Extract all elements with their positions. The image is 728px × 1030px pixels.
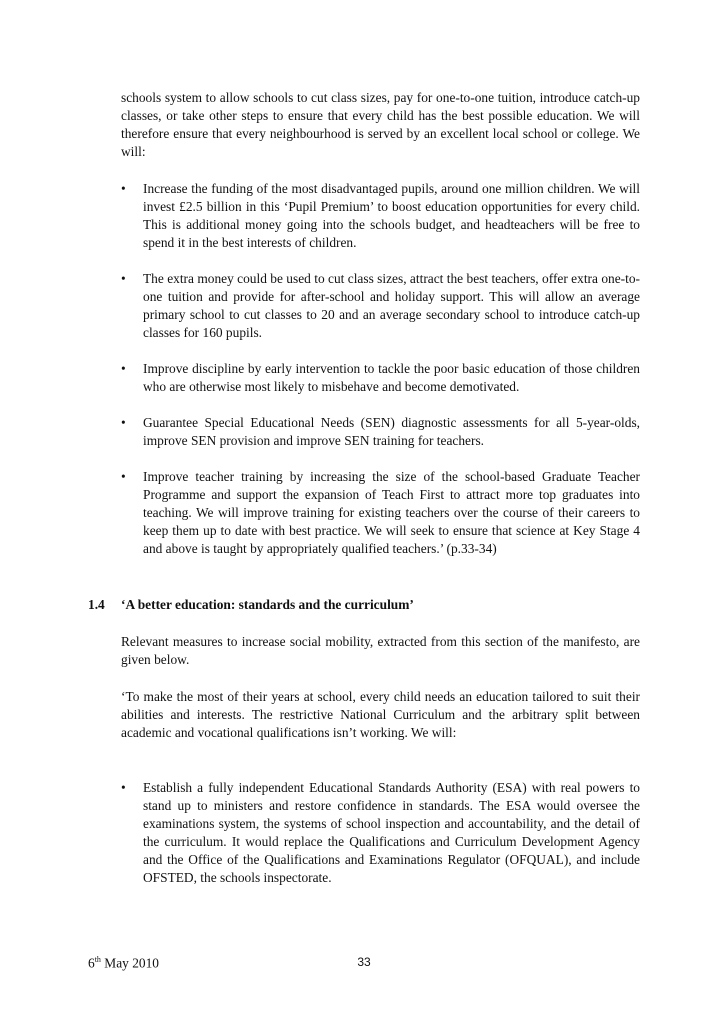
footer-date xyxy=(88,955,159,971)
bullet-list-esa xyxy=(121,779,640,887)
bullet-list-pupil-premium xyxy=(121,180,640,558)
section-title: ‘A better education: standards and the curriculum’ xyxy=(121,597,414,612)
list-item: • Improve teacher training by increasing the size of the school-based Graduate Teacher Programme and support the expansion of Teach First to attract more top graduates into teaching. We will improve training for existing teachers over the course of their careers to keep them up to date with best practice. We will seek to ensure that science at Key Stage 4 and above is taught by appropriately qualified teachers.’ (p.33-34) xyxy=(121,468,640,558)
page-number: 33 xyxy=(357,955,371,969)
list-item: • Establish a fully independent Educational Standards Authority (ESA) with real powers to stand up to ministers and restore confidence in standards. The ESA would oversee the examinations system, the systems of school inspection and accountability, and the detail of the curriculum. It would replace the Qualifications and Curriculum Development Agency and the Office of the Qualifications and Examinations Regulator (OFQUAL), and include OFSTED, the schools inspectorate. xyxy=(121,779,640,887)
intro-paragraph: schools system to allow schools to cut class sizes, pay for one-to-one tuition, introduce catch-up classes, or take other steps to ensure that every child has the best possible education. We will therefore ensure that every neighbourhood is served by an excellent local school or college. We will: xyxy=(121,90,640,159)
list-item: • Guarantee Special Educational Needs (SEN) diagnostic assessments for all 5-year-olds, improve SEN provision and improve SEN training for teachers. xyxy=(121,414,640,450)
list-item: • Improve discipline by early intervention to tackle the poor basic education of those children who are otherwise most likely to misbehave and become demotivated. xyxy=(121,360,640,396)
footer-day: 6 xyxy=(88,955,95,971)
relevant-measures-paragraph: Relevant measures to increase social mobility, extracted from this section of the manifesto, are given below. xyxy=(121,634,640,667)
list-item: • The extra money could be used to cut class sizes, attract the best teachers, offer extra one-to-one tuition and provide for after-school and holiday support. This will allow an average primary school to cut classes to 20 and an average secondary school to introduce catch-up classes for 160 pupils. xyxy=(121,270,640,342)
list-item: • Increase the funding of the most disadvantaged pupils, around one million children. We will invest £2.5 billion in this ‘Pupil Premium’ to boost education opportunities for every child. This is additional money going into the schools budget, and headteachers will be free to spend it in the best interests of children. xyxy=(121,180,640,252)
footer-day-suffix: th xyxy=(94,955,101,964)
quote-paragraph: ‘To make the most of their years at school, every child needs an education tailored to suit their abilities and interests. The restrictive National Curriculum and the arbitrary split between academic and vocational qualifications isn’t working. We will: xyxy=(121,689,640,740)
section-number: 1.4 xyxy=(88,597,105,612)
footer-month-year: May 2010 xyxy=(104,955,159,971)
